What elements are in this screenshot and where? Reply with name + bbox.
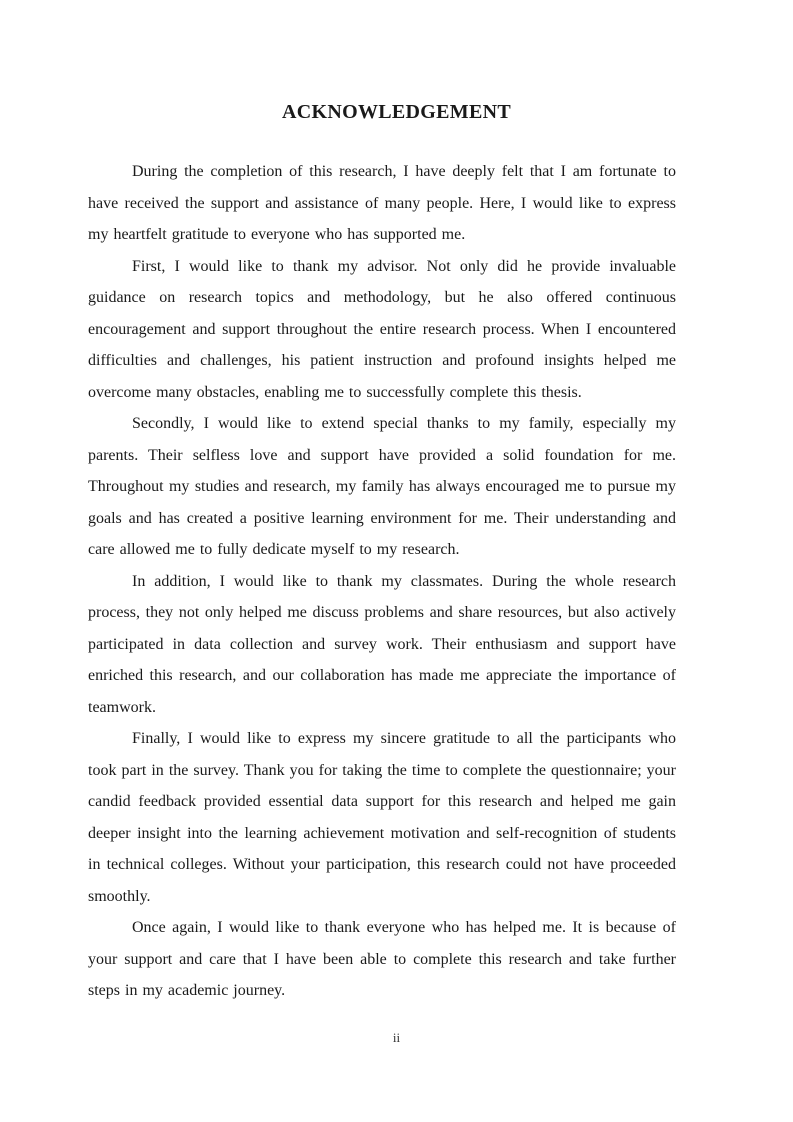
page-number: ii [392,1030,401,1045]
paragraph-family: Secondly, I would like to extend special thanks to my family, especially my parents. Their selfless love and support have provided a solid foundation for me. Throughout my studies and research, my family has always encouraged me to pursue my goals and has created a positive learning environment for me. Their understanding and care allowed me to fully dedicate myself to my research. [88,415,676,558]
paragraph-intro: During the completion of this research, I have deeply felt that I am fortunate to have received the support and assistance of many people. Here, I would like to express my heartfelt gratitude to everyone who has supported me. [88,163,676,243]
paragraph-classmates: In addition, I would like to thank my classmates. During the whole research process, they not only helped me discuss problems and share resources, but also actively participated in data collection and survey work. Their enthusiasm and support have enriched this research, and our collaboration has made me appreciate the importance of teamwork. [88,572,676,716]
page-title: ACKNOWLEDGEMENT [282,101,511,123]
paragraph-closing: Once again, I would like to thank everyone who has helped me. It is because of your support and care that I have been able to complete this research and take further steps in my academic journey. [88,919,676,999]
paragraph-advisor: First, I would like to thank my advisor. Not only did he provide invaluable guidance on research topics and methodology, but he also offered continuous encouragement and support throughout the entire research process. When I encountered difficulties and challenges, his patient instruction and profound insights helped me overcome many obstacles, enabling me to successfully complete this thesis. [88,257,676,401]
paragraph-participants: Finally, I would like to express my sincere gratitude to all the participants who took part in the survey. Thank you for taking the time to complete the questionnaire; your candid feedback provided essential data support for this research and helped me gain deeper insight into the learning achievement motivation and self-recognition of students in technical colleges. Without your participation, this research could not have proceeded smoothly. [88,730,676,905]
body-text [88,156,676,1007]
